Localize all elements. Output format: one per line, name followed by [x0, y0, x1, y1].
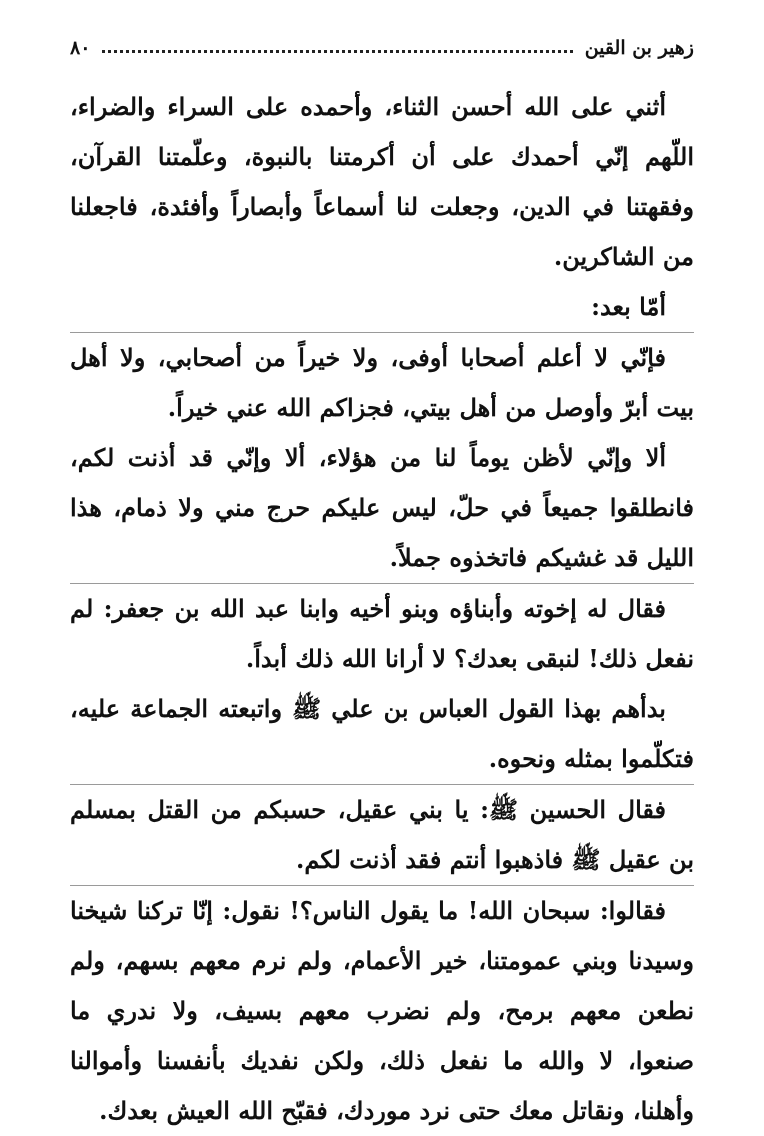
- page-number: ٨٠: [70, 37, 91, 59]
- paragraph-reply: فقالوا: سبحان الله! ما يقول الناس؟! نقول: إنّا تركنا شيخنا وسيدنا وبني عمومتنا، خير الأعمام، ولم نرم معهم بسهم، ولم نطعن معهم برمح، ولم نضرب معهم بسيف، ولا ندري ما صنعوا، لا والله ما نفعل ذلك، ولكن نفديك بأنفسنا وأموالنا وأهلنا، ونقاتل معك حتى نرد موردك، فقبّح الله العيش بعدك.: [70, 885, 694, 1136]
- book-page: [70, 28, 694, 1125]
- chapter-title: زهير بن القين: [584, 37, 694, 59]
- running-header: [70, 28, 694, 68]
- paragraph-amma-baad: أمّا بعد:: [591, 292, 666, 321]
- paragraph-praise: أثني على الله أحسن الثناء، وأحمده على السراء والضراء، اللّهم إنّي أحمدك على أن أكرمتنا بالنبوة، وعلّمتنا القرآن، وفقهتنا في الدين، وجعلت لنا أسماعاً وأبصاراً وأفئدة، فاجعلنا من الشاكرين.: [70, 92, 694, 271]
- paragraph-companions: فإنّي لا أعلم أصحابا أوفى، ولا خيراً من أصحابي، ولا أهل بيت أبرّ وأوصل من أهل بيتي، فجزاكم الله عني خيراً.: [70, 332, 694, 433]
- paragraph-abbas: بدأهم بهذا القول العباس بن علي ﷺ واتبعته الجماعة عليه، فتكلّموا بمثله ونحوه.: [70, 694, 694, 773]
- body-text: [70, 82, 694, 1136]
- paragraph-permission: ألا وإنّي لأظن يوماً لنا من هؤلاء، ألا وإنّي قد أذنت لكم، فانطلقوا جميعاً في حلّ، ليس عليكم حرج مني ولا ذمام، هذا الليل قد غشيكم فاتخذوه جملاً.: [70, 443, 694, 572]
- dot-leader: [102, 50, 572, 53]
- paragraph-bani-aqil: فقال الحسين ﷺ: يا بني عقيل، حسبكم من القتل بمسلم بن عقيل ﷺ فاذهبوا أنتم فقد أذنت لكم.: [70, 784, 694, 885]
- paragraph-family-reply: فقال له إخوته وأبناؤه وبنو أخيه وابنا عبد الله بن جعفر: لم نفعل ذلك! لنبقى بعدك؟ لا أرانا الله ذلك أبداً.: [70, 583, 694, 684]
